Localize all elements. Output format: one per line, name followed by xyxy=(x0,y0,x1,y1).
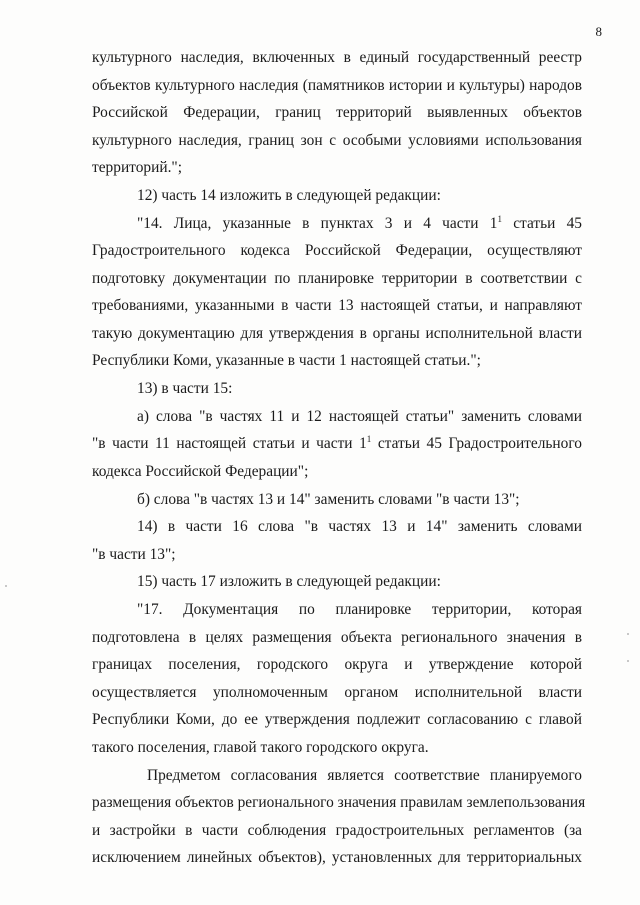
list-item-12: 12) часть 14 изложить в следующей редакции: xyxy=(137,187,441,204)
text-line: границах поселения, городского округа и утверждение которой xyxy=(92,656,582,673)
text-line: культурного наследия, включенных в единый государственный реестр xyxy=(92,49,582,66)
text-line: Республики Коми, указанные в части 1 настоящей статьи."; xyxy=(92,352,481,369)
text-line: "в части 11 настоящей статьи и части $1^1$ статьи 45 Градостроительного xyxy=(92,434,582,452)
text-line: осуществляется уполномоченным органом исполнительной власти xyxy=(92,684,582,701)
text-line: подготовлена в целях размещения объекта регионального значения в xyxy=(92,629,582,646)
text-line: требованиями, указанными в части 13 настоящей статьи, и направляют xyxy=(92,297,582,314)
text-line: "в части 13"; xyxy=(92,546,176,563)
text-line: Градостроительного кодекса Российской Федерации, осуществляют xyxy=(92,242,582,259)
scan-speck xyxy=(627,633,629,635)
text-line: Российской Федерации, границ территорий выявленных объектов xyxy=(92,104,582,121)
text-line: объектов культурного наследия (памятников истории и культуры) народов xyxy=(92,77,582,94)
list-item-14: 14) в части 16 слова "в частях 13 и 14" заменить словами xyxy=(137,518,582,535)
text-line: "14. Лица, указанные в пунктах 3 и 4 части $1^1$ статьи 45 xyxy=(137,214,583,232)
text-line: подготовку документации по планировке территории в соответствии с xyxy=(92,270,582,287)
text-line: б) слова "в частях 13 и 14" заменить словами "в части 13"; xyxy=(137,491,520,508)
text-line: исключением линейных объектов), установленных для территориальных xyxy=(92,849,582,866)
text-line: Республики Коми, до ее утверждения подлежит согласованию с главой xyxy=(92,711,582,728)
text-line: кодекса Российской Федерации"; xyxy=(92,463,309,480)
list-item-15: 15) часть 17 изложить в следующей редакции: xyxy=(137,573,441,590)
text-line: а) слова "в частях 11 и 12 настоящей статьи" заменить словами xyxy=(137,408,582,425)
scan-speck xyxy=(5,585,7,587)
text-line: Предметом согласования является соответствие планируемого xyxy=(147,767,582,784)
text-line: культурного наследия, границ зон с особыми условиями использования xyxy=(92,132,582,149)
scan-speck xyxy=(627,660,629,662)
text-line: "17. Документация по планировке территории, которая xyxy=(137,601,582,618)
text-line: территорий."; xyxy=(92,159,182,176)
list-item-13: 13) в части 15: xyxy=(137,380,233,397)
text-line: такую документацию для утверждения в органы исполнительной власти xyxy=(92,325,582,342)
text-line: и застройки в части соблюдения градостроительных регламентов (за xyxy=(92,822,582,839)
text-line: размещения объектов регионального значения правилам землепользования xyxy=(92,794,586,811)
text-line: такого поселения, главой такого городского округа. xyxy=(92,739,429,756)
page-number: 8 xyxy=(595,24,602,39)
